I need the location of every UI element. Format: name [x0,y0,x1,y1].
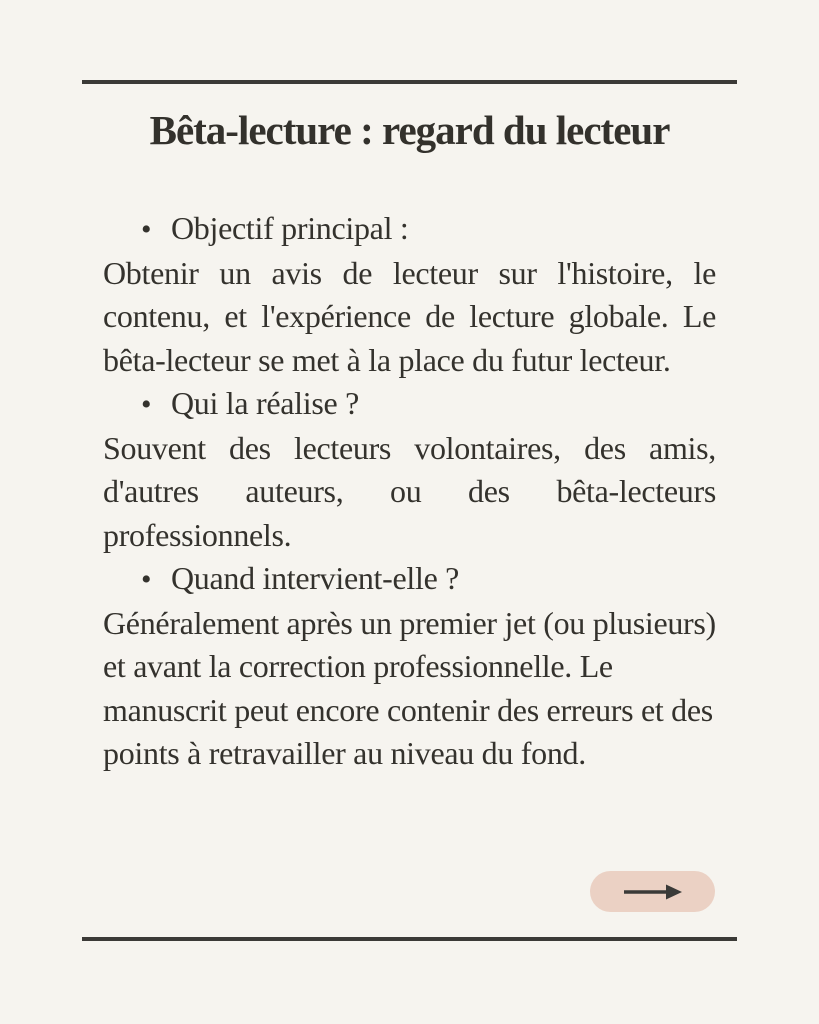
slide-body [103,207,716,776]
paragraph-quand: Généralement après un premier jet (ou plusieurs) et avant la correction professionnelle. Le manuscrit peut encore contenir des erreurs et des points à retravailler au niveau du fond. [103,604,716,771]
bullet-icon: • [141,213,152,246]
bottom-divider [82,937,737,941]
paragraph-objectif: Obtenir un avis de lecteur sur l'histoire, le contenu, et l'expérience de lecture globale. Le bêta-lecteur se met à la place du futur lecteur. [103,254,716,378]
top-divider [82,80,737,84]
bullet-heading-quand [103,557,716,602]
arrow-right-icon [622,883,684,901]
bullet-icon: • [141,388,152,421]
page-title: Bêta-lecture : regard du lecteur [149,107,670,153]
bullet-heading-qui [103,382,716,427]
bullet-heading-objectif [103,207,716,252]
bullet-label: Objectif principal : [171,210,409,246]
bullet-label: Qui la réalise ? [171,385,359,421]
paragraph-qui: Souvent des lecteurs volontaires, des amis, d'autres auteurs, ou des bêta-lecteurs professionnels. [103,429,716,553]
bullet-label: Quand intervient-elle ? [171,560,460,596]
bullet-icon: • [141,563,152,596]
next-slide-button[interactable] [590,871,715,912]
